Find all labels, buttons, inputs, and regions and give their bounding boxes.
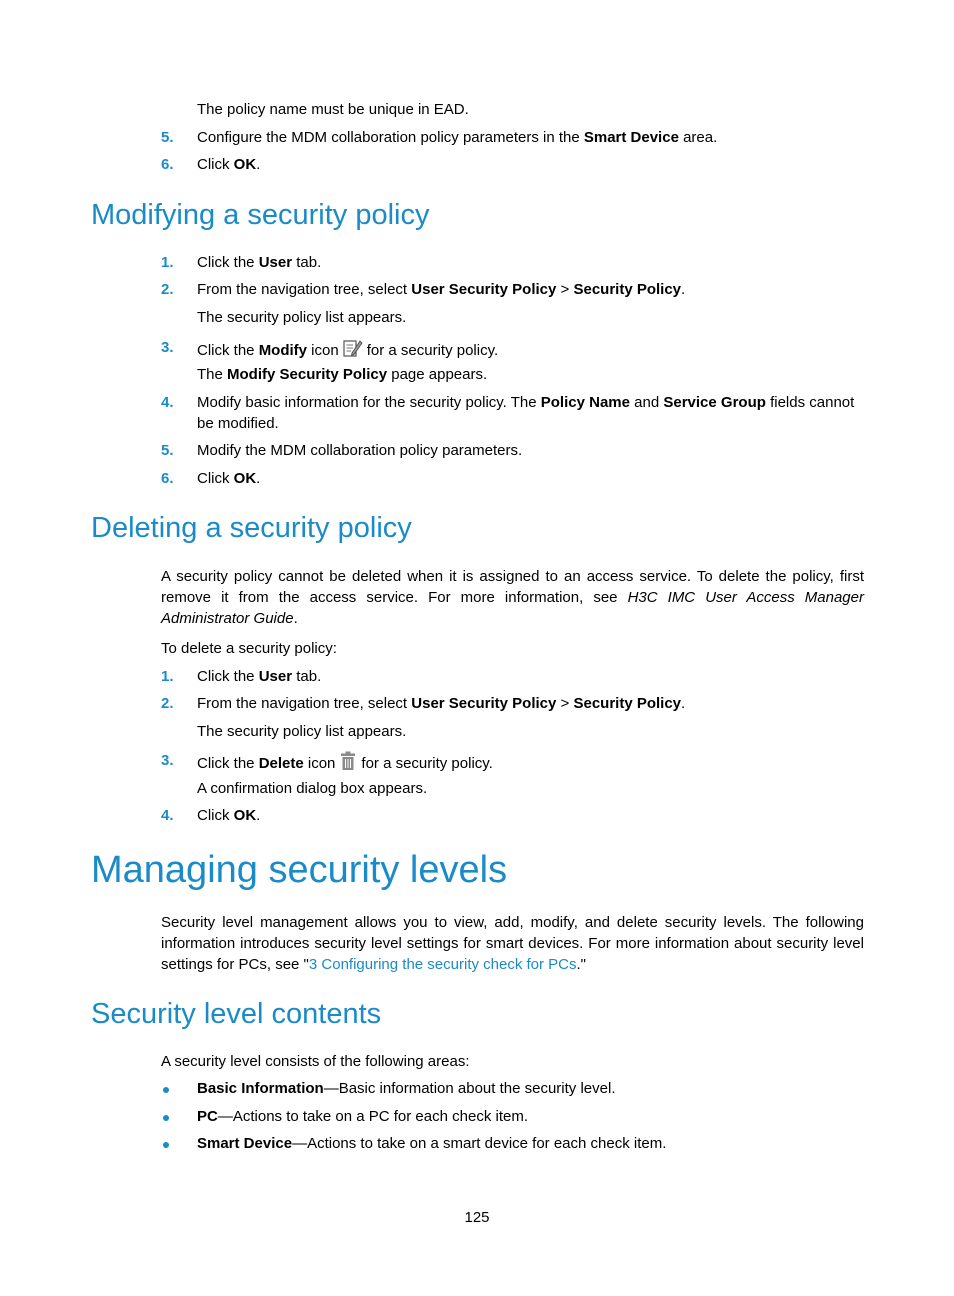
- levels-paragraph: Security level management allows you to view, add, modify, and delete security levels. The following information introduces security level settings for smart devices. For more information about security level settings for PCs, see "3 Configuring the security check for PCs.": [161, 914, 864, 973]
- delete-lead: To delete a security policy:: [161, 640, 337, 657]
- delete-paragraph: A security policy cannot be deleted when it is assigned to an access service. To delete the policy, first remove it from the access service. For more information, see H3C IMC User Access Manager Administrator Guide.: [161, 568, 864, 627]
- list-item: Basic Information—Basic information about the security level.: [197, 1080, 616, 1097]
- step-text: Click the User tab.: [197, 668, 322, 685]
- step-text-continued: be modified.: [197, 415, 279, 432]
- section-heading-contents: Security level contents: [91, 998, 382, 1030]
- bullet-marker: [163, 1115, 169, 1121]
- step-number: 4.: [161, 807, 174, 824]
- chapter-heading: Managing security levels: [91, 849, 508, 891]
- step-text: Click the Modify icon for a security policy.: [197, 338, 498, 364]
- ui-term: OK: [233, 156, 257, 173]
- trash-icon: [339, 751, 357, 777]
- guide-reference: H3C IMC User Access Manager Administrator Guide: [161, 589, 864, 627]
- step-number: 1.: [161, 668, 174, 685]
- step-text: Click OK.: [197, 807, 261, 824]
- step-text: Configure the MDM collaboration policy parameters in the Smart Device area.: [197, 129, 718, 146]
- step-note: The Modify Security Policy page appears.: [197, 366, 488, 383]
- policy-name-note: The policy name must be unique in EAD.: [197, 101, 469, 118]
- pc-security-check-link[interactable]: 3 Configuring the security check for PCs: [308, 956, 577, 973]
- ui-term: Smart Device: [583, 129, 679, 146]
- step-text: Click OK.: [197, 470, 261, 487]
- step-number: 5.: [161, 442, 174, 459]
- step-number: 6.: [161, 470, 174, 487]
- bullet-marker: [163, 1142, 169, 1148]
- section-heading-modify: Modifying a security policy: [91, 199, 430, 231]
- page-number: 125: [464, 1209, 490, 1226]
- bullet-marker: [163, 1087, 169, 1093]
- step-number: 3.: [161, 752, 174, 769]
- step-number: 1.: [161, 254, 174, 271]
- step-number: 5.: [161, 129, 174, 146]
- step-note: The security policy list appears.: [197, 723, 407, 740]
- step-note: The security policy list appears.: [197, 309, 407, 326]
- step-text: From the navigation tree, select User Security Policy > Security Policy.: [197, 695, 686, 712]
- section-heading-delete: Deleting a security policy: [91, 512, 412, 544]
- step-number: 2.: [161, 281, 174, 298]
- step-text: From the navigation tree, select User Security Policy > Security Policy.: [197, 281, 686, 298]
- step-text: Click the Delete icon for a security policy.: [197, 751, 493, 777]
- list-item: PC—Actions to take on a PC for each check item.: [197, 1108, 528, 1125]
- contents-lead: A security level consists of the following areas:: [161, 1053, 470, 1070]
- step-note: A confirmation dialog box appears.: [197, 780, 428, 797]
- step-text: Click the User tab.: [197, 254, 322, 271]
- step-number: 3.: [161, 339, 174, 356]
- step-text: Click OK.: [197, 156, 261, 173]
- modify-icon: [343, 338, 363, 364]
- list-item: Smart Device—Actions to take on a smart device for each check item.: [197, 1135, 667, 1152]
- step-number: 6.: [161, 156, 174, 173]
- step-text: Modify the MDM collaboration policy parameters.: [197, 442, 523, 459]
- step-number: 2.: [161, 695, 174, 712]
- step-text: Modify basic information for the security policy. The Policy Name and Service Group fields cannot: [197, 394, 855, 411]
- step-number: 4.: [161, 394, 174, 411]
